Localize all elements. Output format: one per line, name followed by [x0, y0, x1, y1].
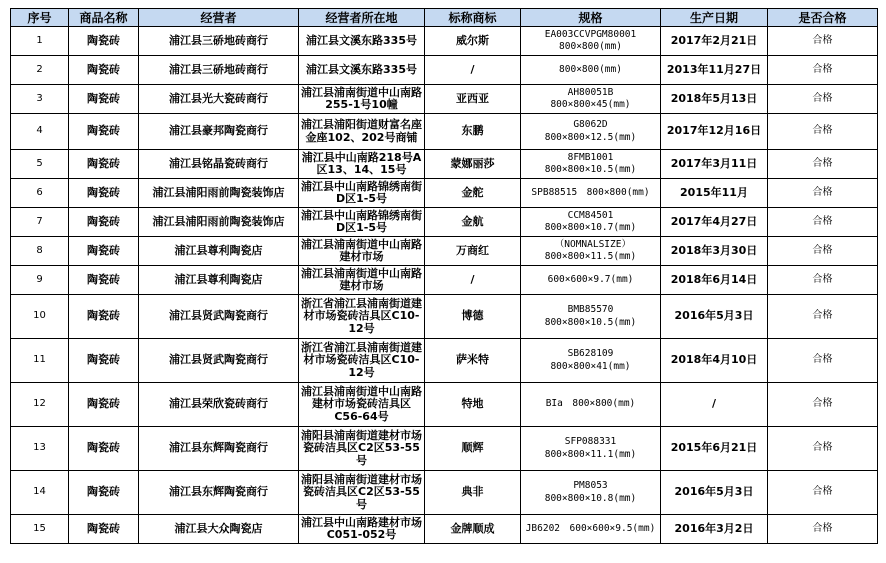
- cell-operator: 浦江县荣欣瓷砖商行: [139, 383, 299, 427]
- cell-spec: 8FMB1001 800×800×10.5(mm): [521, 150, 661, 179]
- table-row: [11, 515, 878, 544]
- cell-spec: BIa 800×800(mm): [521, 383, 661, 427]
- header-cell-spec: 规格: [521, 9, 661, 27]
- cell-index: 13: [11, 427, 69, 471]
- cell-address: 浦江县中山南路锦绣南街D区1-5号: [299, 179, 425, 208]
- inspection-results-table: [10, 8, 878, 544]
- cell-index: 5: [11, 150, 69, 179]
- cell-date: 2017年12月16日: [661, 114, 768, 150]
- cell-result: 合格: [768, 150, 878, 179]
- cell-spec: AH80051B 800×800×45(mm): [521, 85, 661, 114]
- cell-result: 合格: [768, 179, 878, 208]
- inspection-table-container: [10, 8, 878, 544]
- cell-result: 合格: [768, 471, 878, 515]
- cell-product: 陶瓷砖: [69, 56, 139, 85]
- cell-product: 陶瓷砖: [69, 85, 139, 114]
- cell-spec: 600×600×9.7(mm): [521, 266, 661, 295]
- cell-address: 浦江县浦南街道中山南路建材市场: [299, 237, 425, 266]
- cell-index: 1: [11, 27, 69, 56]
- table-header: [11, 9, 878, 27]
- cell-brand: 典非: [425, 471, 521, 515]
- cell-operator: 浦江县三硚地砖商行: [139, 27, 299, 56]
- cell-operator: 浦江县贤武陶瓷商行: [139, 339, 299, 383]
- cell-product: 陶瓷砖: [69, 295, 139, 339]
- cell-result: 合格: [768, 266, 878, 295]
- cell-index: 8: [11, 237, 69, 266]
- cell-index: 11: [11, 339, 69, 383]
- table-row: [11, 208, 878, 237]
- cell-result: 合格: [768, 114, 878, 150]
- table-row: [11, 295, 878, 339]
- cell-spec: BMB85570 800×800×10.5(mm): [521, 295, 661, 339]
- cell-result: 合格: [768, 237, 878, 266]
- cell-spec: （NOMNALSIZE） 800×800×11.5(mm): [521, 237, 661, 266]
- cell-index: 7: [11, 208, 69, 237]
- cell-brand: 威尔斯: [425, 27, 521, 56]
- cell-operator: 浦江县浦阳雨前陶瓷装饰店: [139, 179, 299, 208]
- cell-spec: 800×800(mm): [521, 56, 661, 85]
- cell-spec: CCM84501 800×800×10.7(mm): [521, 208, 661, 237]
- cell-operator: 浦江县浦阳雨前陶瓷装饰店: [139, 208, 299, 237]
- cell-result: 合格: [768, 339, 878, 383]
- table-row: [11, 114, 878, 150]
- cell-brand: 金航: [425, 208, 521, 237]
- cell-address: 浦阳县浦南街道建材市场瓷砖洁具区C2区53-55号: [299, 427, 425, 471]
- header-row: [11, 9, 878, 27]
- cell-result: 合格: [768, 295, 878, 339]
- cell-date: 2016年3月2日: [661, 515, 768, 544]
- cell-result: 合格: [768, 27, 878, 56]
- cell-operator: 浦江县尊利陶瓷店: [139, 266, 299, 295]
- cell-brand: 东鹏: [425, 114, 521, 150]
- cell-address: 浦江县中山南路建材市场C051-052号: [299, 515, 425, 544]
- cell-brand: 万商红: [425, 237, 521, 266]
- cell-operator: 浦江县铭晶瓷砖商行: [139, 150, 299, 179]
- cell-index: 6: [11, 179, 69, 208]
- cell-result: 合格: [768, 208, 878, 237]
- cell-spec: G8062D 800×800×12.5(mm): [521, 114, 661, 150]
- table-row: [11, 179, 878, 208]
- cell-result: 合格: [768, 427, 878, 471]
- cell-date: 2018年6月14日: [661, 266, 768, 295]
- cell-operator: 浦江县贤武陶瓷商行: [139, 295, 299, 339]
- cell-date: 2017年3月11日: [661, 150, 768, 179]
- table-body: [11, 27, 878, 544]
- cell-index: 15: [11, 515, 69, 544]
- cell-operator: 浦江县东辉陶瓷商行: [139, 471, 299, 515]
- cell-address: 浦江县文溪东路335号: [299, 27, 425, 56]
- cell-product: 陶瓷砖: [69, 27, 139, 56]
- cell-operator: 浦江县三硚地砖商行: [139, 56, 299, 85]
- header-cell-operator: 经营者: [139, 9, 299, 27]
- cell-spec: PM8053 800×800×10.8(mm): [521, 471, 661, 515]
- cell-operator: 浦江县东辉陶瓷商行: [139, 427, 299, 471]
- cell-index: 14: [11, 471, 69, 515]
- cell-address: 浙江省浦江县浦南街道建材市场瓷砖洁具区C10-12号: [299, 339, 425, 383]
- cell-product: 陶瓷砖: [69, 515, 139, 544]
- cell-date: 2015年6月21日: [661, 427, 768, 471]
- cell-result: 合格: [768, 85, 878, 114]
- cell-spec: SPB88515 800×800(mm): [521, 179, 661, 208]
- table-row: [11, 266, 878, 295]
- cell-result: 合格: [768, 515, 878, 544]
- cell-date: 2018年4月10日: [661, 339, 768, 383]
- table-row: [11, 27, 878, 56]
- cell-address: 浦江县浦南街道中山南路建材市场: [299, 266, 425, 295]
- cell-operator: 浦江县大众陶瓷店: [139, 515, 299, 544]
- cell-address: 浦江县浦南街道中山南路建材市场瓷砖洁具区C56-64号: [299, 383, 425, 427]
- cell-spec: EA003CCVPGM80001 800×800(mm): [521, 27, 661, 56]
- cell-index: 4: [11, 114, 69, 150]
- cell-result: 合格: [768, 56, 878, 85]
- cell-product: 陶瓷砖: [69, 383, 139, 427]
- cell-product: 陶瓷砖: [69, 237, 139, 266]
- cell-spec: JB6202 600×600×9.5(mm): [521, 515, 661, 544]
- cell-address: 浦江县浦阳街道财富名座金座102、202号商铺: [299, 114, 425, 150]
- cell-brand: 蒙娜丽莎: [425, 150, 521, 179]
- table-row: [11, 427, 878, 471]
- header-cell-result: 是否合格: [768, 9, 878, 27]
- header-cell-brand: 标称商标: [425, 9, 521, 27]
- cell-brand: /: [425, 266, 521, 295]
- cell-product: 陶瓷砖: [69, 114, 139, 150]
- cell-date: 2015年11月: [661, 179, 768, 208]
- table-row: [11, 237, 878, 266]
- cell-spec: SB628109 800×800×41(mm): [521, 339, 661, 383]
- cell-date: 2017年2月21日: [661, 27, 768, 56]
- table-row: [11, 339, 878, 383]
- cell-product: 陶瓷砖: [69, 208, 139, 237]
- cell-index: 9: [11, 266, 69, 295]
- cell-product: 陶瓷砖: [69, 150, 139, 179]
- cell-brand: 顺辉: [425, 427, 521, 471]
- cell-product: 陶瓷砖: [69, 427, 139, 471]
- cell-date: 2016年5月3日: [661, 471, 768, 515]
- cell-index: 10: [11, 295, 69, 339]
- cell-brand: 金舵: [425, 179, 521, 208]
- cell-address: 浦江县文溪东路335号: [299, 56, 425, 85]
- cell-spec: SFP088331 800×800×11.1(mm): [521, 427, 661, 471]
- cell-operator: 浦江县尊利陶瓷店: [139, 237, 299, 266]
- header-cell-product: 商品名称: [69, 9, 139, 27]
- cell-operator: 浦江县豪邦陶瓷商行: [139, 114, 299, 150]
- cell-brand: 金牌顺成: [425, 515, 521, 544]
- cell-index: 12: [11, 383, 69, 427]
- cell-date: 2016年5月3日: [661, 295, 768, 339]
- cell-date: 2018年5月13日: [661, 85, 768, 114]
- cell-address: 浦江县中山南路锦绣南街D区1-5号: [299, 208, 425, 237]
- cell-brand: 亚西亚: [425, 85, 521, 114]
- cell-date: 2018年3月30日: [661, 237, 768, 266]
- cell-address: 浦江县中山南路218号A区13、14、15号: [299, 150, 425, 179]
- cell-index: 3: [11, 85, 69, 114]
- cell-date: /: [661, 383, 768, 427]
- table-row: [11, 471, 878, 515]
- cell-brand: /: [425, 56, 521, 85]
- table-row: [11, 56, 878, 85]
- cell-address: 浦江县浦南街道中山南路255-1号10幢: [299, 85, 425, 114]
- header-cell-index: 序号: [11, 9, 69, 27]
- table-row: [11, 85, 878, 114]
- cell-brand: 博德: [425, 295, 521, 339]
- header-cell-address: 经营者所在地: [299, 9, 425, 27]
- header-cell-date: 生产日期: [661, 9, 768, 27]
- cell-date: 2017年4月27日: [661, 208, 768, 237]
- cell-address: 浙江省浦江县浦南街道建材市场瓷砖洁具区C10-12号: [299, 295, 425, 339]
- cell-date: 2013年11月27日: [661, 56, 768, 85]
- table-row: [11, 383, 878, 427]
- cell-operator: 浦江县光大瓷砖商行: [139, 85, 299, 114]
- table-row: [11, 150, 878, 179]
- cell-product: 陶瓷砖: [69, 339, 139, 383]
- cell-index: 2: [11, 56, 69, 85]
- cell-product: 陶瓷砖: [69, 471, 139, 515]
- cell-brand: 萨米特: [425, 339, 521, 383]
- cell-product: 陶瓷砖: [69, 266, 139, 295]
- cell-brand: 特地: [425, 383, 521, 427]
- cell-result: 合格: [768, 383, 878, 427]
- cell-product: 陶瓷砖: [69, 179, 139, 208]
- cell-address: 浦阳县浦南街道建材市场瓷砖洁具区C2区53-55号: [299, 471, 425, 515]
